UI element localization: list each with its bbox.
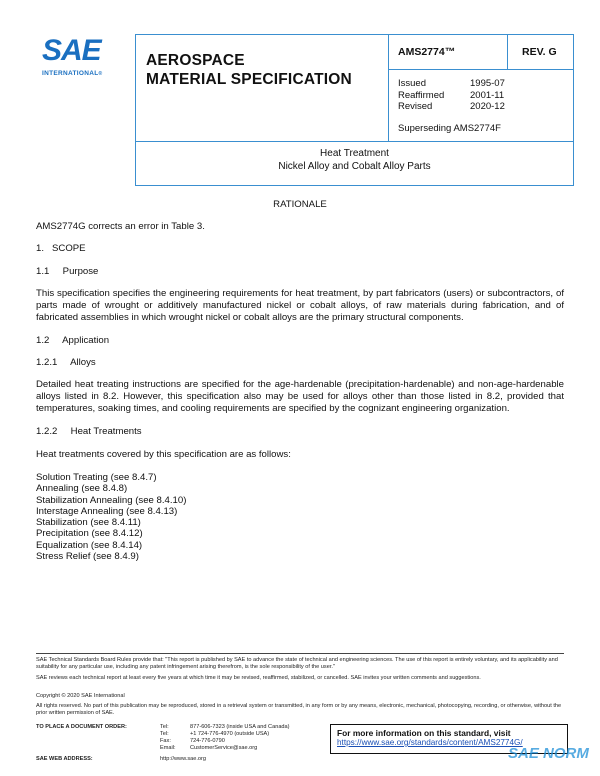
date-value: 2020-12	[470, 101, 505, 112]
list-item: Stabilization Annealing (see 8.4.10)	[36, 494, 187, 506]
footer-copyright: Copyright © 2020 SAE International	[36, 693, 125, 699]
list-item: Precipitation (see 8.4.12)	[36, 528, 143, 540]
watermark-text: SAE NORM	[508, 745, 589, 762]
list-item: Stabilization (see 8.4.11)	[36, 517, 141, 529]
superseding: Superseding AMS2774F	[398, 123, 501, 134]
sae-logo-mark: SAE	[42, 34, 101, 67]
list-item: Stress Relief (see 8.4.9)	[36, 551, 139, 563]
treatment-list	[36, 472, 186, 562]
alloys-text: Detailed heat treating instructions are specified for the age-hardenable (precipitation-hardenable) and non-age-hardenable alloys listed in 8.2. However, this specification also may be used for alloys other than those listed in 8.2, provided that temperatures, soaking times, and cooling requirements are specified by the cognizant engineering organization.	[36, 379, 564, 414]
date-label: Issued	[398, 78, 426, 89]
order-label: TO PLACE A DOCUMENT ORDER:	[36, 724, 127, 730]
list-item: Equalization (see 8.4.14)	[36, 539, 143, 551]
sae-norm-watermark	[508, 745, 589, 762]
contact-list	[160, 724, 290, 752]
contact-label: Tel:	[160, 731, 169, 737]
sae-logo	[40, 34, 120, 84]
contact-value: 877-606-7323 (inside USA and Canada)	[190, 724, 290, 730]
footer-review: SAE reviews each technical report at least every five years at which time it may be revised, reaffirmed, stabilized, or cancelled. SAE invites your written comments and suggestions.	[36, 675, 481, 681]
date-label: Reaffirmed	[398, 89, 445, 101]
contact-label: Tel:	[160, 724, 169, 730]
list-item: Interstage Annealing (see 8.4.13)	[36, 505, 178, 517]
title-line-1: AEROSPACE	[146, 52, 245, 69]
web-label: SAE WEB ADDRESS:	[36, 756, 93, 762]
footer-divider	[36, 653, 564, 654]
more-info-title: For more information on this standard, visit	[337, 728, 511, 738]
contact-label: Fax:	[160, 738, 171, 744]
date-row	[398, 101, 505, 113]
doc-number: AMS2774™	[398, 46, 456, 58]
web-value[interactable]: http://www.sae.org	[160, 756, 207, 762]
rationale-heading: RATIONALE	[273, 199, 327, 210]
section-heat-treatments: 1.2.2 Heat Treatments	[36, 426, 142, 437]
section-scope: 1. SCOPE	[36, 243, 86, 254]
section-application: 1.2 Application	[36, 335, 110, 346]
heat-treatments-text: Heat treatments covered by this specification are as follows:	[36, 449, 291, 460]
section-purpose: 1.1 Purpose	[36, 266, 99, 277]
contact-value: CustomerService@sae.org	[190, 745, 258, 751]
contact-value: 724-776-0790	[190, 738, 225, 744]
date-label: Revised	[398, 101, 433, 112]
date-row	[398, 78, 505, 90]
title-line-2: MATERIAL SPECIFICATION	[146, 71, 352, 88]
date-value: 1995-07	[470, 78, 505, 89]
rationale-text: AMS2774G corrects an error in Table 3.	[36, 221, 205, 232]
contact-label: Email:	[160, 745, 176, 751]
date-value: 2001-11	[470, 89, 505, 101]
list-item: Annealing (see 8.4.8)	[36, 483, 128, 495]
section-alloys: 1.2.1 Alloys	[36, 357, 96, 368]
sae-logo-reg: ®	[98, 71, 103, 77]
contact-value: +1 724-776-4970 (outside USA)	[190, 731, 270, 737]
purpose-text: This specification specifies the engineering requirements for heat treatment, by part fabricators (users) or subcontractors, of parts made of wrought or additively manufactured nickel or cobalt alloys, of raw materials during fabrication, and of fabricated assemblies in which wrought nickel or cobalt alloys are the primary structural components.	[36, 288, 564, 323]
subject-line-2: Nickel Alloy and Cobalt Alloy Parts	[278, 161, 431, 172]
subject-line-1: Heat Treatment	[320, 148, 389, 159]
list-item: Solution Treating (see 8.4.7)	[36, 472, 157, 483]
footer-rights: All rights reserved. No part of this publication may be reproduced, stored in a retrieval system or transmitted, in any form or by any means, electronic, mechanical, photocopying, recording, or otherwise, without the prior written permission of SAE.	[36, 703, 562, 716]
date-row	[398, 90, 505, 102]
sae-logo-sub: INTERNATIONAL	[42, 70, 99, 77]
header-box	[135, 34, 574, 186]
more-info-link[interactable]: https://www.sae.org/standards/content/AMS2774G/	[337, 738, 523, 747]
footer-rules: SAE Technical Standards Board Rules provide that: "This report is published by SAE to advance the state of technical and engineering sciences. The use of this report is entirely voluntary, and its applicability and suitability for any particular use, including any patent infringement arising therefrom, is the sole responsibility of the user."	[36, 657, 558, 670]
revision: REV. G	[522, 46, 557, 58]
